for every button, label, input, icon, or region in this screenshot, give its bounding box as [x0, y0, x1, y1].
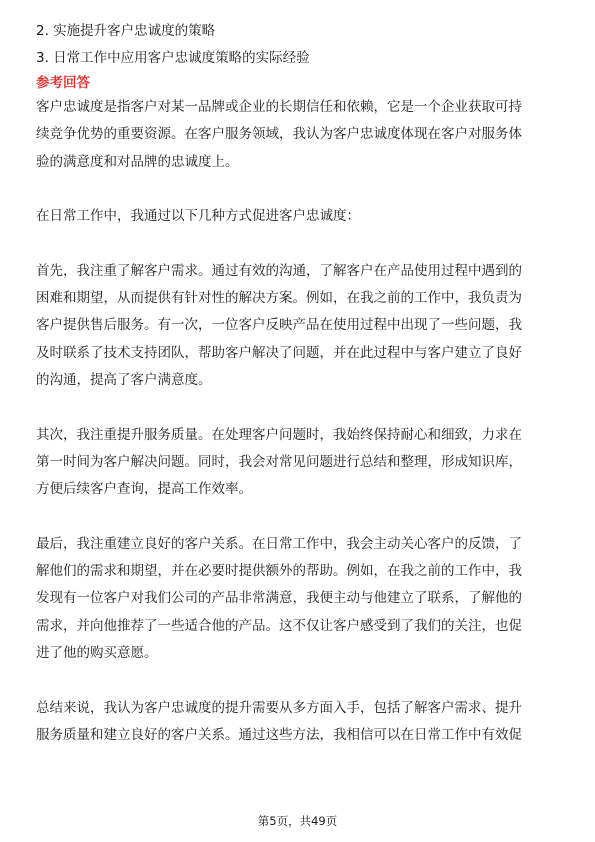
- question-item-3: 3. 日常工作中应用客户忠诚度策略的实际经验: [36, 50, 310, 66]
- text-line: 首先，我注重了解客户需求。通过有效的沟通，了解客户在产品使用过程中遇到的: [36, 262, 522, 279]
- text-line: 其次，我注重提升服务质量。在处理客户问题时，我始终保持耐心和细致，力求在: [36, 426, 522, 443]
- text-line: 及时联系了技术支持团队，帮助客户解决了问题，并在此过程中与客户建立了良好: [36, 344, 522, 361]
- answer-heading: 参考回答: [36, 75, 90, 91]
- text-line: 在日常工作中，我通过以下几种方式促进客户忠诚度：: [36, 208, 360, 225]
- text-line: 的沟通，提高了客户满意度。: [36, 371, 212, 388]
- paragraph-gap: [36, 230, 559, 257]
- text-line: 困难和期望，从而提供有针对性的解决方案。例如，在我之前的工作中，我负责为: [36, 290, 522, 307]
- text-line: 进了他的购买意愿。: [36, 644, 158, 661]
- text-line: 验的满意度和对品牌的忠诚度上。: [36, 153, 239, 170]
- text-line: 解他们的需求和期望，并在必要时提供额外的帮助。例如，在我之前的工作中，我: [36, 563, 522, 580]
- document-page: [36, 18, 559, 749]
- paragraph-definition: [36, 94, 559, 176]
- question-item-2: 2. 实施提升客户忠诚度的策略: [36, 23, 216, 39]
- page-number-footer: 第5页，共49页: [257, 814, 338, 828]
- text-line: 第一时间为客户解决问题。同时，我会对常见问题进行总结和整理，形成知识库，: [36, 453, 522, 470]
- paragraph-intro: [36, 203, 559, 230]
- text-line: 最后，我注重建立良好的客户关系。在日常工作中，我会主动关心客户的反馈，了: [36, 535, 522, 552]
- text-line: 续竞争优势的重要资源。在客户服务领域，我认为客户忠诚度体现在客户对服务体: [36, 126, 522, 143]
- text-line: 客户忠诚度是指客户对某一品牌或企业的长期信任和依赖，它是一个企业获取可持: [36, 99, 522, 115]
- paragraph-gap: [36, 503, 559, 530]
- text-line: 发现有一位客户对我们公司的产品非常满意，我便主动与他建立了联系，了解他的: [36, 590, 522, 607]
- text-line: 方便后续客户查询，提高工作效率。: [36, 481, 252, 498]
- text-line: 总结来说，我认为客户忠诚度的提升需要从多方面入手，包括了解客户需求、提升: [36, 699, 522, 716]
- paragraph-first: [36, 258, 559, 394]
- text-line: 客户提供售后服务。有一次，一位客户反映产品在使用过程中出现了一些问题，我: [36, 317, 522, 334]
- text-line: 需求，并向他推荐了一些适合他的产品。这不仅让客户感受到了我们的关注，也促: [36, 617, 522, 634]
- text-line: 服务质量和建立良好的客户关系。通过这些方法，我相信可以在日常工作中有效促: [36, 726, 522, 743]
- paragraph-last: [36, 531, 559, 667]
- paragraph-second: [36, 422, 559, 504]
- paragraph-gap: [36, 176, 559, 203]
- paragraph-gap: [36, 394, 559, 421]
- paragraph-summary: [36, 695, 559, 750]
- paragraph-gap: [36, 667, 559, 694]
